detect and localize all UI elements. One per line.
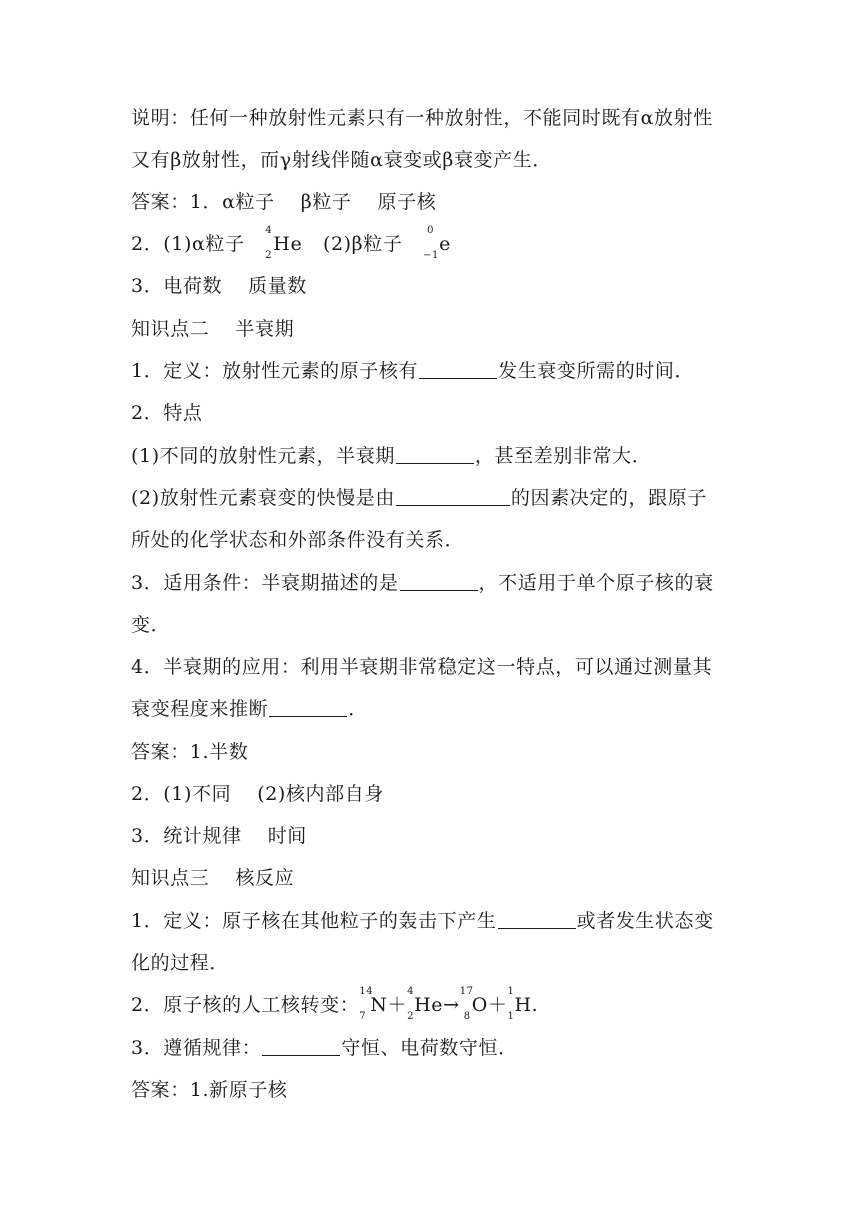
- text: 又有β放射性，而γ射线伴随α衰变或β衰变产生．: [131, 149, 552, 171]
- mass-number: 14: [359, 986, 374, 997]
- isotope-helium: [407, 986, 444, 1022]
- text: 所处的化学状态和外部条件没有关系．: [131, 529, 465, 551]
- element-symbol: e: [439, 233, 451, 255]
- text: 原子核: [377, 191, 437, 213]
- text-line: [131, 909, 714, 933]
- atomic-number: −1: [423, 250, 440, 261]
- text: ，甚至差别非常大．: [474, 445, 652, 467]
- text-line: [131, 106, 713, 130]
- section-heading: [131, 317, 294, 341]
- text: 答案：1.新原子核: [131, 1079, 288, 1101]
- text: 3．适用条件：半衰期描述的是: [131, 572, 399, 594]
- text: ．: [348, 698, 368, 720]
- element-symbol: N: [370, 994, 388, 1016]
- text: (1)不同的放射性元素，半衰期: [131, 445, 395, 467]
- text: ，不适用于单个原子核的衰: [478, 572, 714, 594]
- fill-blank[interactable]: [396, 487, 510, 506]
- mass-number: 17: [459, 986, 474, 997]
- text: 化的过程．: [131, 952, 230, 974]
- text-line: [131, 613, 170, 637]
- text: .: [531, 994, 539, 1016]
- text-line: [131, 359, 694, 383]
- element-symbol: He: [414, 994, 444, 1016]
- plus-sign: ＋: [387, 994, 408, 1016]
- text-line: [131, 655, 712, 679]
- isotope-helium: [265, 225, 303, 261]
- text: 衰变程度来推断: [131, 698, 269, 720]
- text: 的因素决定的，跟原子: [510, 487, 707, 509]
- text: 或者发生状态变: [576, 910, 714, 932]
- answer-line: [131, 740, 248, 764]
- isotope-oxygen: [459, 986, 488, 1022]
- text: (2)β粒子: [322, 233, 403, 255]
- reaction-arrow: →: [443, 994, 460, 1016]
- text: 变．: [131, 614, 171, 636]
- atomic-number: 2: [265, 250, 273, 261]
- text: 1．定义：原子核在其他粒子的轰击下产生: [131, 910, 497, 932]
- text-line: [131, 401, 203, 425]
- text: 3．统计规律: [131, 825, 242, 847]
- text: 3．遵循规律：: [131, 1037, 262, 1059]
- answer-line: [131, 1078, 288, 1102]
- answer-line: [131, 225, 451, 261]
- text: 守恒、电荷数守恒．: [341, 1037, 518, 1059]
- text: 发生衰变所需的时间．: [498, 360, 695, 382]
- isotope-hydrogen: [507, 986, 532, 1022]
- section-heading: [131, 866, 294, 890]
- answer-line: [131, 782, 384, 806]
- text: 说明：任何一种放射性元素只有一种放射性，不能同时既有α放射性: [131, 107, 713, 129]
- text-line: [131, 148, 552, 172]
- nuclear-equation-line: [131, 986, 539, 1022]
- fill-blank[interactable]: [269, 698, 347, 717]
- text-line: [131, 951, 229, 975]
- fill-blank[interactable]: [498, 910, 576, 929]
- fill-blank[interactable]: [262, 1037, 340, 1056]
- answer-line: [131, 824, 307, 848]
- atomic-number: 1: [507, 1011, 515, 1022]
- mass-number: 4: [407, 986, 415, 997]
- text: (2)核内部自身: [257, 783, 384, 805]
- text: 答案：1.半数: [131, 741, 249, 763]
- element-symbol: He: [273, 233, 303, 255]
- element-symbol: O: [471, 994, 488, 1016]
- fill-blank[interactable]: [400, 572, 478, 591]
- text-line: [131, 528, 464, 552]
- text-line: [131, 1036, 518, 1060]
- isotope-nitrogen: [359, 986, 388, 1022]
- text: (2)放射性元素衰变的快慢是由: [131, 487, 395, 509]
- text-line: [131, 486, 707, 510]
- text: 时间: [267, 825, 307, 847]
- isotope-electron: [423, 225, 451, 261]
- text: 质量数: [248, 275, 307, 297]
- text: 4．半衰期的应用：利用半衰期非常稳定这一特点，可以通过测量其: [131, 656, 713, 678]
- text: 2．(1)不同: [131, 783, 232, 805]
- text: β粒子: [300, 191, 352, 213]
- text-line: [131, 571, 714, 595]
- text: 2．原子核的人工核转变：: [131, 994, 360, 1016]
- atomic-number: 7: [359, 1011, 367, 1022]
- answer-line: [131, 274, 307, 298]
- plus-sign: ＋: [487, 994, 508, 1016]
- text: 2．特点: [131, 402, 203, 424]
- atomic-number: 2: [407, 1011, 415, 1022]
- text: 知识点二: [131, 318, 210, 340]
- text: 知识点三: [131, 867, 210, 889]
- mass-number: 1: [507, 986, 515, 997]
- fill-blank[interactable]: [419, 360, 497, 379]
- text: 2．(1)α粒子: [131, 233, 245, 255]
- text: 答案：1．α粒子: [131, 191, 275, 213]
- fill-blank[interactable]: [396, 445, 474, 464]
- text-line: [131, 697, 368, 721]
- text-line: [131, 444, 651, 468]
- answer-line: [131, 190, 436, 214]
- atomic-number: 8: [463, 1011, 471, 1022]
- element-symbol: H: [514, 994, 532, 1016]
- text: 核反应: [235, 867, 295, 889]
- text: 3．电荷数: [131, 275, 223, 297]
- mass-number: 4: [265, 225, 273, 236]
- text: 半衰期: [235, 318, 295, 340]
- text: 1．定义：放射性元素的原子核有: [131, 360, 419, 382]
- mass-number: 0: [427, 225, 435, 236]
